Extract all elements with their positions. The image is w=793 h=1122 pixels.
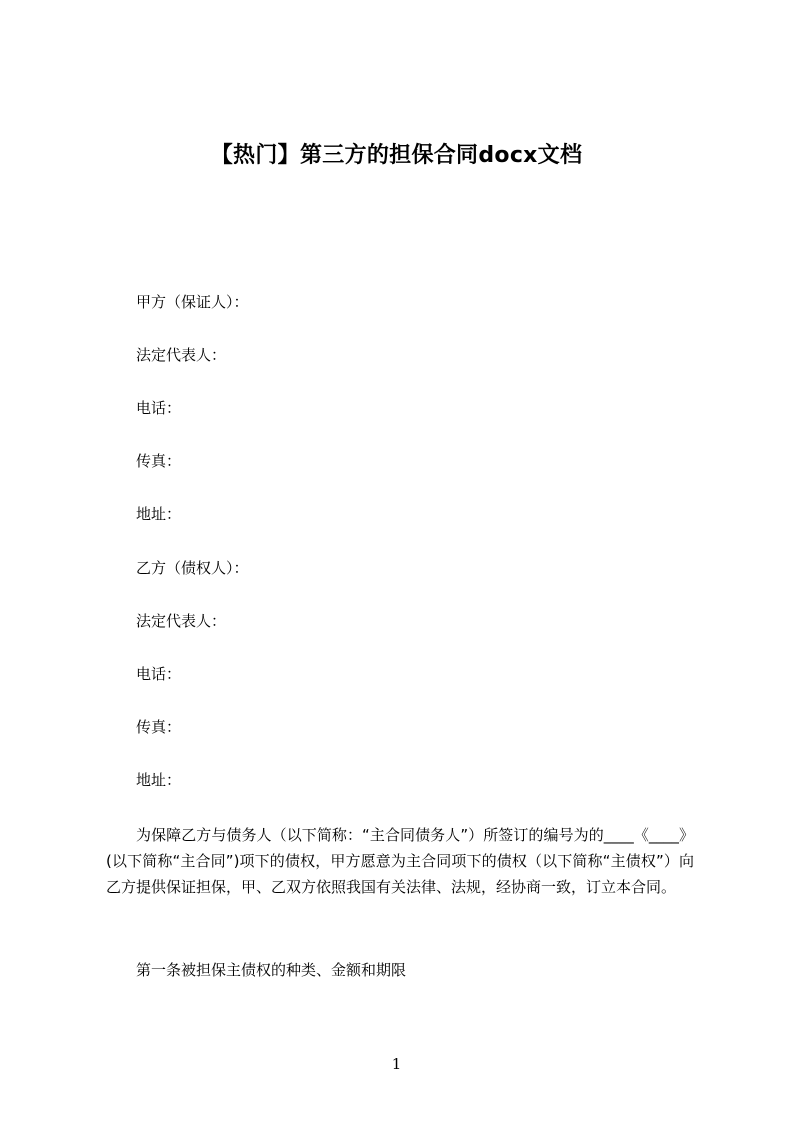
article-1-heading: 第一条被担保主债权的种类、金额和期限 [136, 961, 407, 979]
party-a-fax: 传真： [136, 452, 182, 470]
party-b-phone: 电话： [136, 665, 182, 683]
party-b-legal-representative: 法定代表人： [136, 612, 227, 630]
party-a-legal-representative: 法定代表人： [136, 346, 227, 364]
document-title: 【热门】第三方的担保合同docx文档 [210, 143, 583, 168]
party-a-phone: 电话： [136, 399, 182, 417]
page-number: 1 [391, 1055, 402, 1073]
party-a-address: 地址： [136, 505, 182, 523]
party-a-heading: 甲方（保证人）： [136, 293, 249, 311]
preamble-paragraph: 为保障乙方与债务人（以下简称：“主合同债务人”）所签订的编号为的____《____》(以下简称“主合同”)项下的债权，甲方愿意为主合同项下的债权（以下简称“主债权”）向乙方提供保证担保，甲、乙双方依照我国有关法律、法规，经协商一致，订立本合同。 [106, 826, 694, 896]
party-b-fax: 传真： [136, 718, 182, 736]
party-b-heading: 乙方（债权人）： [136, 559, 249, 577]
party-b-address: 地址： [136, 771, 182, 789]
